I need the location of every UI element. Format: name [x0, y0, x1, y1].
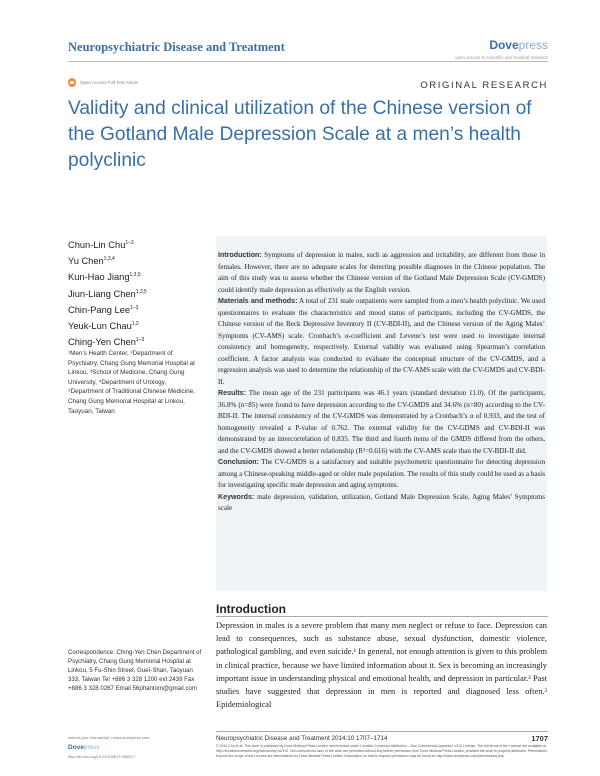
license-text: © 2014 Chu et al. This work is published by Dove Medical Press Limited, and licensed under Creative Commons Attribution – Non Commercial (unported, v3.0) License. The full terms of the License are available at http://creativecommons.org/licenses/by-nc/3.0/. Non-commercial uses of the work are permitted without any further permission from Dove Medical Press Limited, provided the work is properly attributed. Permissions beyond the scope of the License are administered by Dove Medical Press Limited. Information on how to request permission may be found at: http://www.dovepress.com/permissions.php — [216, 744, 547, 759]
introduction-text: Depression in males is a severe problem that many men neglect or refuse to face. Depression can lead to consequences, such as substance abuse, sexual dysfunction, domestic violence, pathological gambling, and even suicide.¹ In general, not enough attention is given to this problem in clinical practice, because we have limited information about it. Sex is becoming an increasingly important issue in understanding physical and emotional health, and depression in particular.² Past studies have suggested that depression in men is reported and diagnosed less often.³ Epidemiological — [216, 621, 547, 710]
page-number: 1707 — [531, 734, 548, 743]
introduction-divider — [216, 616, 548, 617]
author: Ching-Yen Chen$^{1-3}$ — [68, 337, 145, 348]
abstract-conclusion: Conclusion: The CV-GMDS is a satisfactory and suitable psychometric questionnaire for detecting depression among a Chinese-speaking middle-aged or older male population. The results of this study could be used as a basis for investigating specific male depression and aging symptoms. — [218, 458, 545, 489]
open-access-label: Open Access Full Text Article — [80, 80, 138, 85]
doi-link[interactable]: http://dx.doi.org/10.2147/NDT.S69517 — [68, 754, 135, 759]
submit-manuscript-link[interactable]: submit your manuscript | www.dovepress.com — [68, 735, 150, 740]
header-divider — [68, 61, 548, 62]
introduction-heading: Introduction — [216, 602, 286, 616]
author: Chun-Lin Chu$^{1-3}$ — [68, 240, 134, 250]
publisher-logo-bold: Dove — [489, 38, 519, 52]
article-title: Validity and clinical utilization of the Chinese version of the Gotland Male Depression Scale at a men’s health polyclinic — [68, 98, 532, 171]
footer-citation: Neuropsychiatric Disease and Treatment 2014:10 1707–1714 — [216, 735, 388, 742]
abstract-methods: Materials and methods: A total of 231 male outpatients were sampled from a men’s health polyclinic. We used questionnaires to evaluate the characteristics and mood status of participants, including the CV-GMDS, the Chinese version of the Beck Depressive Inventory II (CV-BDI-II), and the Chinese version of the Aging Males’ Symptoms (CV-AMS) scale. Cronbach’s α-coefficient and Levene’s test were used to investigate internal consistency and homogeneity, respectively. External validity was evaluated using Spearman’s correlation coefficient. A factor analysis was conducted to evaluate the conceptual structure of the CV-GMDS, and a regression analysis was used to determine the relationship of the CV-AMS scale with the CV-GMDS and CV-BDI-II. — [218, 297, 546, 386]
author: Chin-Pang Lee$^{1-3}$ — [68, 304, 139, 315]
open-access-badge — [68, 78, 138, 87]
footer-divider — [216, 731, 548, 732]
author: Yu Chen$^{1,3,4}$ — [68, 256, 115, 267]
affiliations: ¹Men’s Health Center, ²Department of Psychiatry, Chang Gung Memorial Hospital at Linkou, ³School of Medicine, Chang Gung University, ⁴Department of Urology, ⁵Department of Traditional Chinese Medicine, Chang Gung Memorial Hospital at Linkou, Taoyuan, Taiwan — [68, 350, 195, 415]
publisher-logo — [489, 38, 548, 52]
open-access-icon — [68, 78, 76, 87]
author: Kun-Hao Jiang$^{1,3,5}$ — [68, 272, 141, 283]
abstract-results: Results: The mean age of the 231 participants was 46.1 years (standard deviation 11.0). Of the participants, 36.8% (n=85) were found to have depression according to the CV-GMDS and 34.6% (n=80) according to the CV-BDI-II. The internal consistency of the CV-GMDS was demonstrated by a Cronbach’s α of 0.933, and the test of homogeneity revealed a P-value of 0.762. The external validity for the CV-GDMS and CV-BDI-II was demonstrated by an intercorrelation of 0.835. The third and fourth items of the GMDS differed from the others, and the CV-GMDS showed a better relationship (R²=0.616) with the CV-AMS scale than the CV-BDI-II did. — [218, 389, 545, 455]
correspondence: Correspondence: Ching-Yen Chen Department of Psychiatry, Chang Gung Memorial Hospital at Linkou, 5 Fu-Shin Street, Gueī-Shan, Taoyuan 333, Taiwan Tel +886 3 328 1200 ext 2439 Fax +886 3 328 0267 Email 56phantom@gmail.com — [68, 649, 202, 692]
abstract-box — [216, 236, 547, 591]
footer-publisher-logo: Dovepress — [68, 744, 100, 751]
abstract-introduction: Introduction: Symptoms of depression in males, such as aggression and irritability, are different from those in females. However, there are no adequate scales for detecting possible diagnoses in the Chinese population. The aim of this study was to assess whether the Chinese version of the Gotland Male Depression Scale (CV-GMDS) could identify male depression as effectively as the English version. — [218, 251, 545, 294]
author: Yeuk-Lun Chau$^{1,2}$ — [68, 321, 139, 332]
abstract-keywords: Keywords: male depression, validation, utilization, Gotland Male Depression Scale, Aging Males’ Symptoms scale — [218, 492, 545, 512]
author-list — [68, 236, 203, 349]
article-type: ORIGINAL RESEARCH — [420, 80, 548, 91]
publisher-tagline: open access to scientific and medical research — [454, 55, 548, 60]
author: Jiun-Liang Chen$^{1,3,5}$ — [68, 288, 147, 299]
journal-name: Neuropsychiatric Disease and Treatment — [68, 40, 285, 54]
publisher-logo-light: press — [518, 38, 548, 52]
